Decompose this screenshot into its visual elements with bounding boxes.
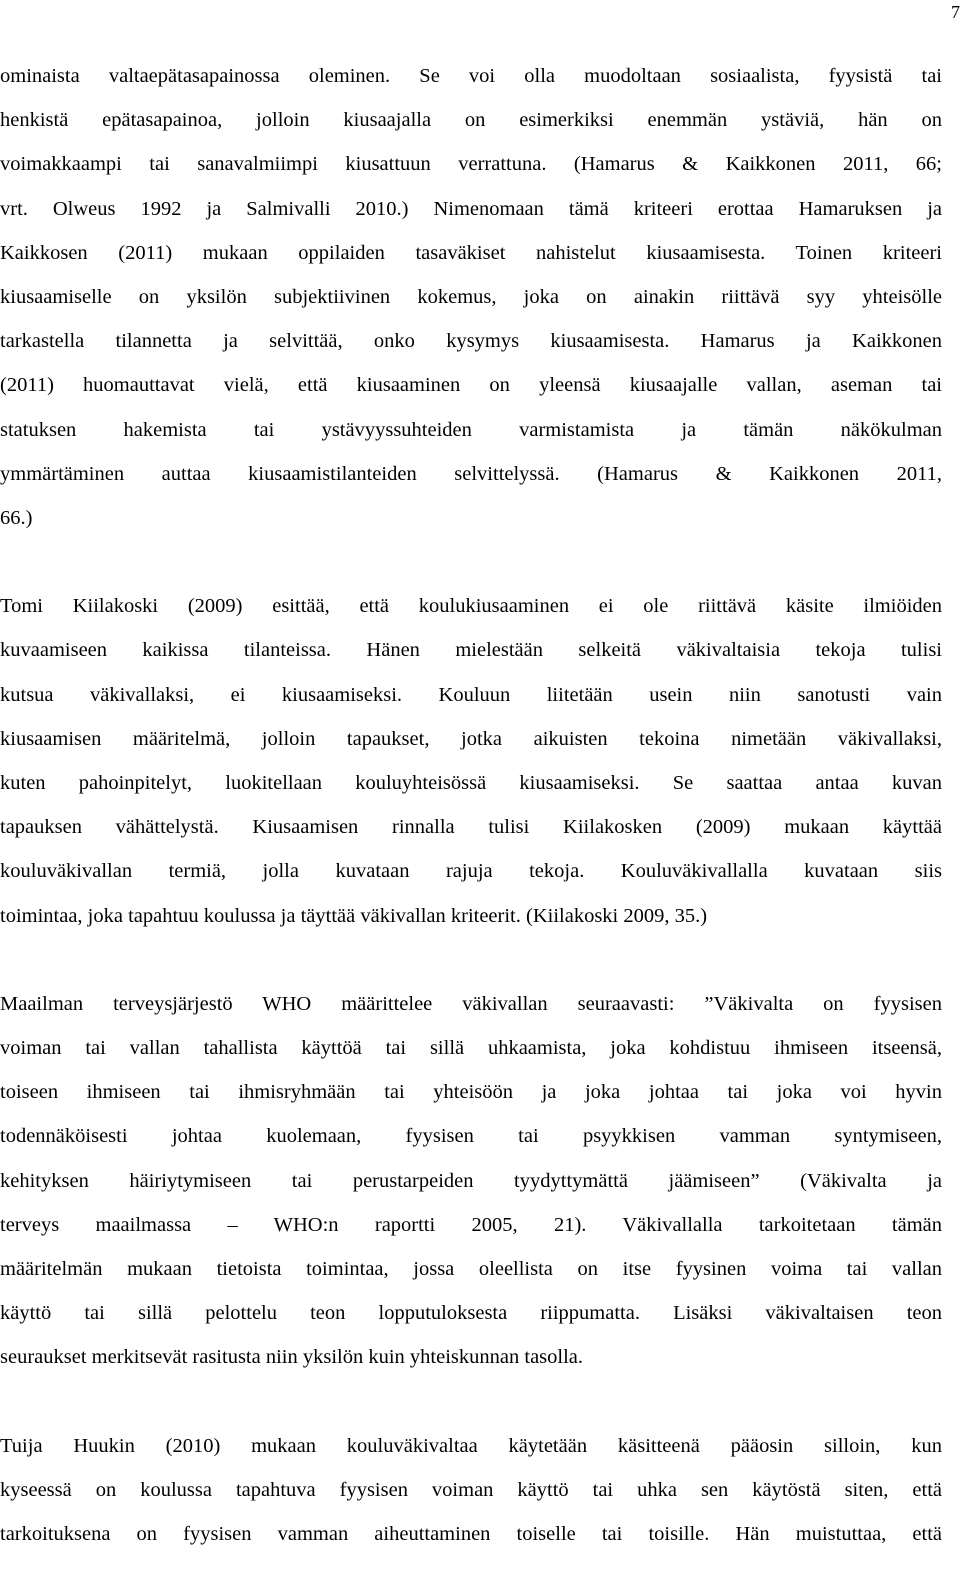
text-line: tapauksen vähättelystä. Kiusaamisen rinnalla tulisi Kiilakosken (2009) mukaan käyttää	[0, 816, 942, 839]
text-line: Maailman terveysjärjestö WHO määrittelee väkivallan seuraavasti: ”Väkivalta on fyysisen	[0, 992, 942, 1015]
text-line: toiseen ihmiseen tai ihmisryhmään tai yhteisöön ja joka johtaa tai joka voi hyvin	[0, 1081, 942, 1104]
paragraph-gap	[0, 938, 942, 982]
text-line: henkistä epätasapainoa, jolloin kiusaajalla on esimerkiksi enemmän ystäviä, hän on	[0, 109, 942, 132]
paragraph-gap	[0, 1380, 942, 1424]
text-line: kiusaamisen määritelmä, jolloin tapaukset, jotka aikuisten tekoina nimetään väkivallaksi,	[0, 727, 942, 750]
text-line: Kaikkosen (2011) mukaan oppilaiden tasaväkiset nahistelut kiusaamisesta. Toinen kriteeri	[0, 241, 942, 264]
text-line: kutsua väkivallaksi, ei kiusaamiseksi. Kouluun liitetään usein niin sanotusti vain	[0, 683, 942, 706]
paragraph-4	[0, 1424, 942, 1557]
text-line: määritelmän mukaan tietoista toimintaa, jossa oleellista on itse fyysinen voima tai vallan	[0, 1258, 942, 1281]
text-line: tarkoituksena on fyysisen vamman aiheuttaminen toiselle tai toisille. Hän muistuttaa, että	[0, 1523, 942, 1546]
text-line: (2011) huomauttavat vielä, että kiusaaminen on yleensä kiusaajalle vallan, aseman tai	[0, 374, 942, 397]
text-line: voimakkaampi tai sanavalmiimpi kiusattuun verrattuna. (Hamarus & Kaikkonen 2011, 66;	[0, 153, 942, 176]
text-line: kuten pahoinpitelyt, luokitellaan kouluyhteisössä kiusaamiseksi. Se saattaa antaa kuvan	[0, 772, 942, 795]
text-line: kuvaamiseen kaikissa tilanteissa. Hänen mielestään selkeitä väkivaltaisia tekoja tulisi	[0, 639, 942, 662]
paragraph-gap	[0, 540, 942, 584]
paragraph-3	[0, 982, 942, 1380]
text-line: toimintaa, joka tapahtuu koulussa ja täyttää väkivallan kriteerit. (Kiilakoski 2009, 35.)	[0, 904, 708, 927]
page-number: 7	[951, 2, 960, 22]
paragraph-2	[0, 584, 942, 938]
text-line: seuraukset merkitsevät rasitusta niin yksilön kuin yhteiskunnan tasolla.	[0, 1346, 584, 1369]
text-line: statuksen hakemista tai ystävyyssuhteiden varmistamista ja tämän näkökulman	[0, 418, 942, 441]
text-line: kouluväkivallan termiä, jolla kuvataan rajuja tekoja. Kouluväkivallalla kuvataan siis	[0, 860, 942, 883]
text-line: ymmärtäminen auttaa kiusaamistilanteiden selvittelyssä. (Hamarus & Kaikkonen 2011,	[0, 462, 942, 485]
text-line: tarkastella tilannetta ja selvittää, onko kysymys kiusaamisesta. Hamarus ja Kaikkonen	[0, 330, 942, 353]
document-body	[0, 54, 942, 1556]
text-line: kiusaamiselle on yksilön subjektiivinen kokemus, joka on ainakin riittävä syy yhteisölle	[0, 286, 942, 309]
text-line: Tomi Kiilakoski (2009) esittää, että koulukiusaaminen ei ole riittävä käsite ilmiöiden	[0, 595, 942, 618]
text-line: kyseessä on koulussa tapahtuva fyysisen voiman käyttö tai uhka sen käytöstä siten, että	[0, 1478, 942, 1501]
text-line: vrt. Olweus 1992 ja Salmivalli 2010.) Nimenomaan tämä kriteeri erottaa Hamaruksen ja	[0, 197, 942, 220]
text-line: kehityksen häiriytymiseen tai perustarpeiden tyydyttymättä jäämiseen” (Väkivalta ja	[0, 1169, 942, 1192]
text-line: terveys maailmassa – WHO:n raportti 2005, 21). Väkivallalla tarkoitetaan tämän	[0, 1213, 942, 1236]
text-line: 66.)	[0, 507, 33, 530]
text-line: todennäköisesti johtaa kuolemaan, fyysisen tai psyykkisen vamman syntymiseen,	[0, 1125, 942, 1148]
text-line: Tuija Huukin (2010) mukaan kouluväkivaltaa käytetään käsitteenä pääosin silloin, kun	[0, 1434, 942, 1457]
text-line: käyttö tai sillä pelottelu teon lopputuloksesta riippumatta. Lisäksi väkivaltaisen teon	[0, 1302, 942, 1325]
text-line: ominaista valtaepätasapainossa oleminen. Se voi olla muodoltaan sosiaalista, fyysistä tai	[0, 65, 942, 87]
text-line: voiman tai vallan tahallista käyttöä tai sillä uhkaamista, joka kohdistuu ihmiseen itseensä,	[0, 1037, 942, 1060]
paragraph-1	[0, 54, 942, 540]
